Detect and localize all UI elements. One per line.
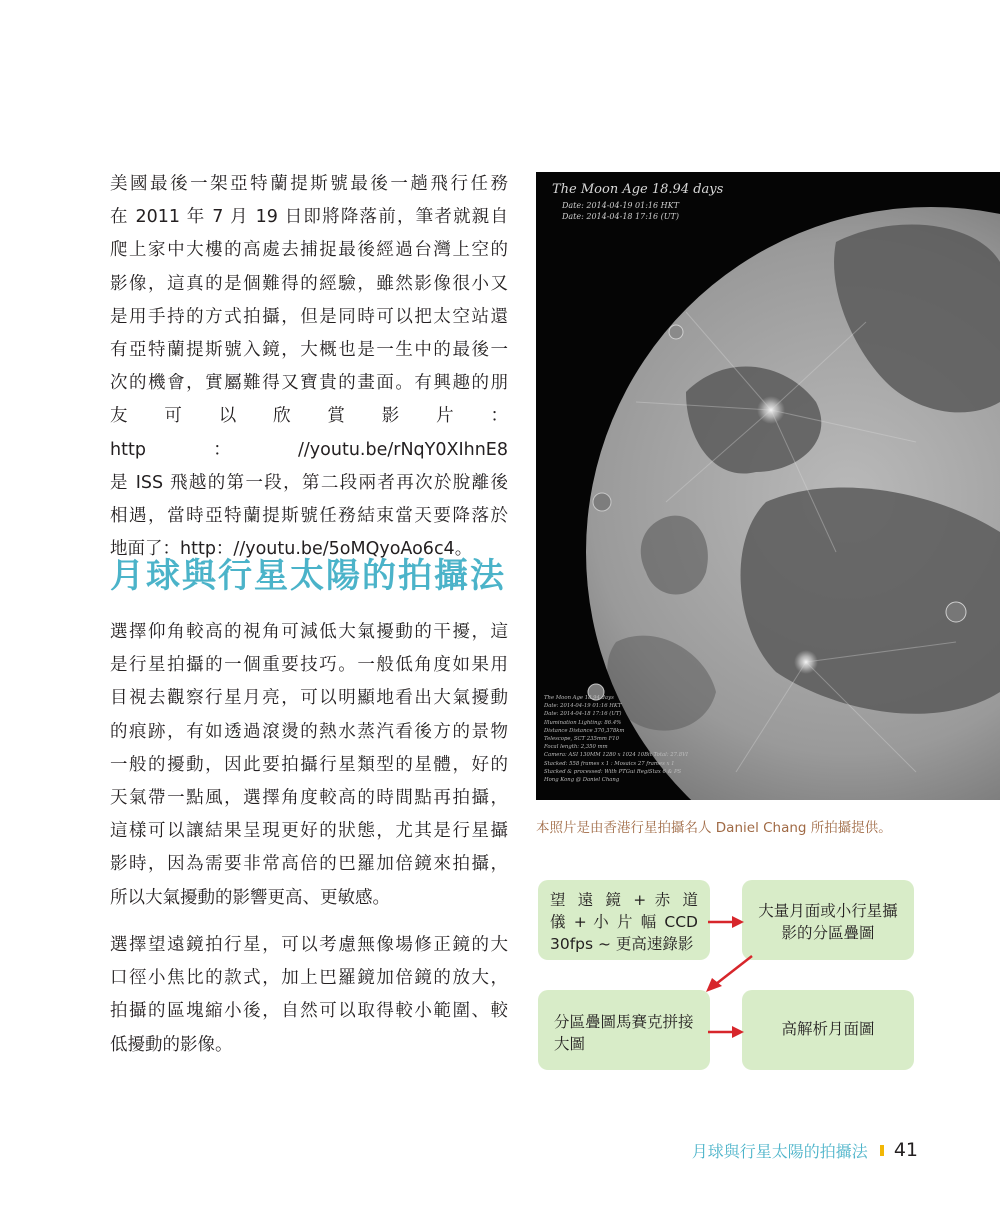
photo-info-line: Focal length: 2,350 mm: [544, 744, 608, 751]
section-heading: 月球與行星太陽的拍攝法: [110, 556, 506, 596]
photo-info: [544, 694, 688, 784]
photo-info-line: Stacked & processed: With PTGui RegiStax 6 & PS: [544, 768, 682, 775]
flow-box-line: 儀 + 小 片 幅 CCD: [550, 913, 698, 931]
flow-box-equipment: [538, 880, 710, 960]
text-line: 的痕跡，有如透過滾燙的熱水蒸汽看後方的景物: [110, 721, 508, 742]
photo-info-line: Illumination Lighting: 86.4%: [544, 719, 622, 726]
text-line: 低擾動的影像。: [110, 1034, 233, 1055]
text-line: 有亞特蘭提斯號入鏡，大概也是一生中的最後一: [110, 340, 508, 361]
flow-box-line: 望 遠 鏡 + 赤 道: [550, 891, 698, 909]
body-paragraph-1: [110, 616, 508, 915]
text-line: 口徑小焦比的款式，加上巴羅鏡加倍鏡的放大，: [110, 968, 508, 989]
text-line: 是用手持的方式拍攝，但是同時可以把太空站還: [110, 306, 508, 327]
text-line: 影時，因為需要非常高倍的巴羅加倍鏡來拍攝，: [110, 854, 508, 875]
text-line: 一般的擾動，因此要拍攝行星類型的星體，好的: [110, 754, 508, 775]
photo-info-line: Hong Kong @ Daniel Chang: [544, 777, 620, 784]
photo-date-local: Date: 2014-04-19 01:16 HKT: [562, 201, 679, 210]
text-line: 爬上家中大樓的高處去捕捉最後經過台灣上空的: [110, 240, 508, 261]
moon-photo: [536, 172, 1000, 800]
text-line: 天氣帶一點風，選擇角度較高的時間點再拍攝，: [110, 788, 508, 809]
photo-info-line: Date: 2014-04-19 01:16 HKT: [544, 703, 622, 710]
flow-box-line: 30fps ~ 更高速錄影: [550, 935, 694, 953]
arrow-down-left-icon: [700, 952, 756, 994]
photo-info-line: Distance Distance 370,378km: [544, 727, 625, 734]
text-line: 影像，這真的是個難得的經驗，雖然影像很小又: [110, 273, 508, 294]
text-line: 地面了：http：//youtu.be/5oMQyoAo6c4。: [110, 539, 473, 560]
photo-info-line: The Moon Age 18.94 days: [544, 695, 614, 701]
photo-info-line: Camera: ASI 130MM 1280 x 1024 10Bit Total: 27.8VI: [544, 752, 689, 759]
text-line: 目視去觀察行星月亮，可以明顯地看出大氣擾動: [110, 688, 508, 709]
text-line: 相遇，當時亞特蘭提斯號任務結束當天要降落於: [110, 506, 508, 527]
text-line: 所以大氣擾動的影響更高、更敏感。: [110, 887, 390, 908]
page-footer: [692, 1137, 918, 1163]
footer-chapter-title: 月球與行星太陽的拍攝法: [691, 1141, 868, 1161]
arrow-right-icon: [706, 1022, 746, 1042]
photo-info-line: Date: 2014-04-18 17:16 (UT): [544, 711, 622, 718]
text-line: 在 2011 年 7 月 19 日即將降落前，筆者就親自: [110, 207, 508, 228]
flow-box-mosaic: 分區疊圖馬賽克拼接大圖: [538, 990, 710, 1070]
text-line: 拍攝的區塊縮小後，自然可以取得較小範圍、較: [110, 1001, 508, 1022]
text-line: 是行星拍攝的一個重要技巧。一般低角度如果用: [110, 655, 508, 676]
text-line: 美國最後一架亞特蘭提斯號最後一趟飛行任務: [110, 174, 508, 194]
photo-date-utc: Date: 2014-04-18 17:16 (UT): [562, 212, 679, 221]
footer-marker: [880, 1145, 884, 1156]
photo-info-line: Telescope, SCT 235mm F10: [544, 736, 620, 743]
photo-caption: 本照片是由香港行星拍攝名人 Daniel Chang 所拍攝提供。: [536, 820, 892, 836]
text-line: 是 ISS 飛越的第一段，第二段兩者再次於脫離後: [110, 472, 508, 493]
text-line: 次的機會，實屬難得又寶貴的畫面。有興趣的朋: [110, 373, 508, 394]
flow-box-stacking: 大量月面或小行星攝影的分區疊圖: [742, 880, 914, 960]
page-number: 41: [893, 1139, 918, 1161]
text-line: 友可以欣賞影片：http：//youtu.be/rNqY0XIhnE8: [110, 406, 508, 460]
photo-dates: [562, 200, 679, 222]
flow-box-result: 高解析月面圖: [742, 990, 914, 1070]
text-line: 選擇望遠鏡拍行星，可以考慮無像場修正鏡的大: [110, 935, 508, 955]
intro-paragraph: [110, 168, 508, 566]
photo-info-line: Stacked: 558 frames x 1 : Mosaics 27 frames x 1: [544, 760, 675, 767]
arrow-right-icon: [706, 912, 746, 932]
text-line: 這樣可以讓結果呈現更好的狀態，尤其是行星攝: [110, 821, 508, 842]
body-paragraph-2: [110, 929, 508, 1062]
photo-title: The Moon Age 18.94 days: [552, 182, 724, 197]
text-line: 選擇仰角較高的視角可減低大氣擾動的干擾，這: [110, 622, 508, 642]
